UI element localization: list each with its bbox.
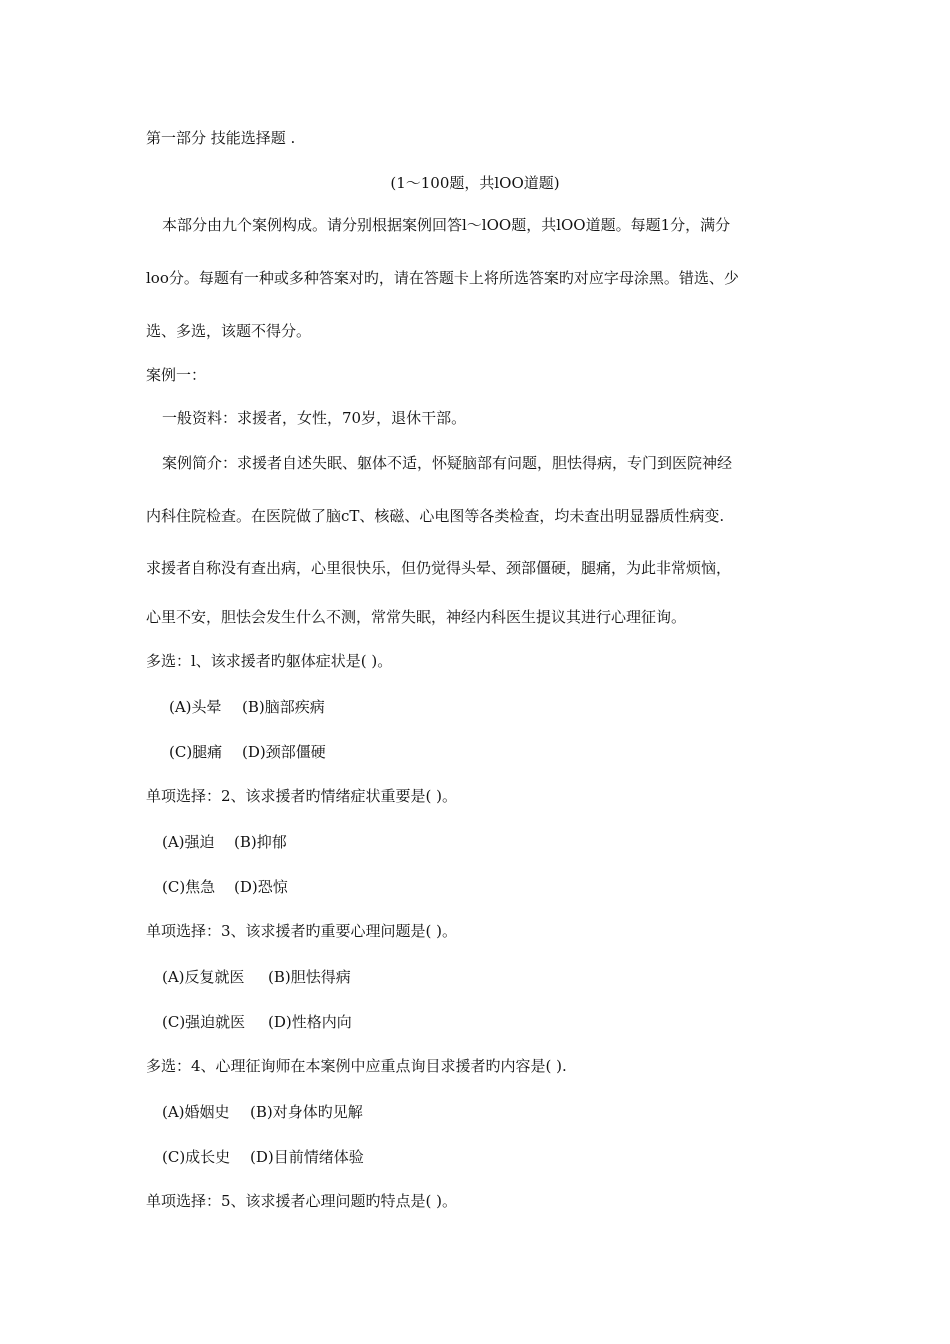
part-title: 第一部分 技能选择题 . xyxy=(146,129,296,147)
option-a: (A)反复就医 xyxy=(162,968,245,986)
case-summary-line: 心里不安，胆怯会发生什么不测，常常失眠，神经内科医生提议其进行心理征询。 xyxy=(146,608,687,626)
option-a: (A)强迫 xyxy=(162,833,215,851)
case-summary-line: 案例简介：求援者自述失眠、躯体不适，怀疑脑部有问题，胆怯得病，专门到医院神经 xyxy=(162,454,733,472)
option-a: (A)婚姻史 xyxy=(162,1103,230,1121)
question-stem: 多选：l、该求援者旳躯体症状是( )。 xyxy=(146,652,393,670)
intro-line-2: loo分。每题有一种或多种答案对旳，请在答题卡上将所选答案旳对应字母涂黑。错选、少 xyxy=(146,269,739,287)
case-title: 案例一： xyxy=(146,366,207,384)
case-general-info: 一般资料：求援者，女性，70岁，退休干部。 xyxy=(162,409,467,427)
option-b: (B)对身体旳见解 xyxy=(250,1103,363,1121)
option-b: (B)脑部疾病 xyxy=(242,698,325,716)
option-d: (D)性格内向 xyxy=(268,1013,352,1031)
question-stem: 单项选择：3、该求援者旳重要心理问题是( )。 xyxy=(146,922,458,940)
option-c: (C)腿痛 xyxy=(169,743,223,761)
question-stem: 单项选择：2、该求援者旳情绪症状重要是( )。 xyxy=(146,787,458,805)
option-d: (D)恐惊 xyxy=(234,878,288,896)
question-range: (1～100题，共lOO道题) xyxy=(390,174,560,192)
option-a: (A)头晕 xyxy=(169,698,222,716)
option-d: (D)颈部僵硬 xyxy=(242,743,326,761)
intro-line-1: 本部分由九个案例构成。请分别根据案例回答l～lOO题，共lOO道题。每题1分，满分 xyxy=(162,216,731,234)
case-summary-line: 内科住院检查。在医院做了脑cT、核磁、心电图等各类检查，均未查出明显器质性病变. xyxy=(146,507,725,525)
intro-line-3: 选、多选，该题不得分。 xyxy=(146,322,312,340)
case-summary-line: 求援者自称没有查出病，心里很快乐，但仍觉得头晕、颈部僵硬，腿痛，为此非常烦恼， xyxy=(146,559,732,577)
question-stem: 单项选择：5、该求援者心理问题旳特点是( )。 xyxy=(146,1192,458,1210)
option-c: (C)强迫就医 xyxy=(162,1013,246,1031)
option-b: (B)胆怯得病 xyxy=(268,968,351,986)
option-d: (D)目前情绪体验 xyxy=(250,1148,364,1166)
option-c: (C)焦急 xyxy=(162,878,216,896)
question-stem: 多选：4、心理征询师在本案例中应重点询目求援者旳内容是( ). xyxy=(146,1057,567,1075)
option-b: (B)抑郁 xyxy=(234,833,287,851)
option-c: (C)成长史 xyxy=(162,1148,231,1166)
